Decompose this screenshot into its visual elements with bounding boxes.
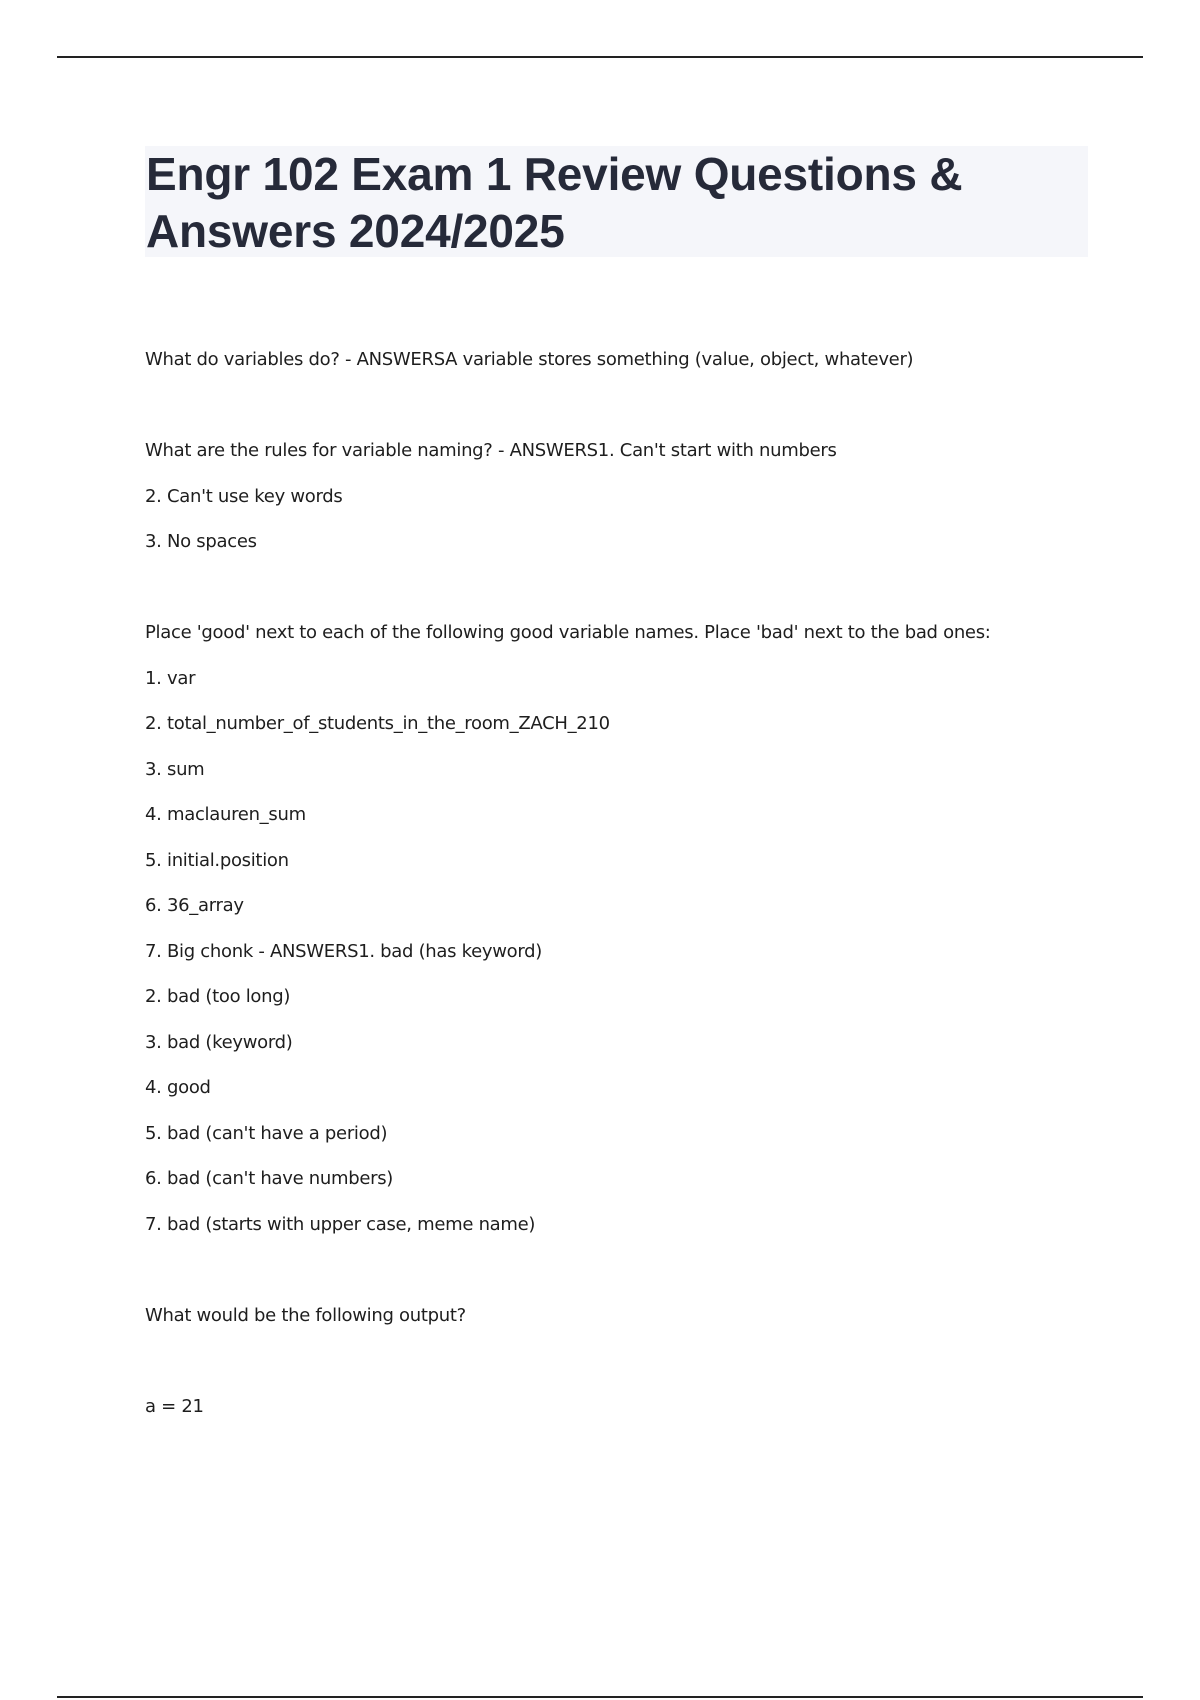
question-3-line: Place 'good' next to each of the following good variable names. Place 'bad' next to the bad ones: (145, 622, 991, 643)
question-4-line: What would be the following output? (145, 1305, 466, 1326)
answer-line: 3. bad (keyword) (145, 1032, 293, 1053)
question-2-line: What are the rules for variable naming? - ANSWERS1. Can't start with numbers (145, 440, 837, 461)
list-item: 7. Big chonk - ANSWERS1. bad (has keyword) (145, 941, 543, 962)
list-item: 1. var (145, 668, 196, 689)
list-item: 6. 36_array (145, 895, 244, 916)
title-block (145, 146, 1088, 257)
code-line: a = 21 (145, 1396, 204, 1417)
header-rule (57, 56, 1143, 58)
list-item: 5. initial.position (145, 850, 289, 871)
list-item: 2. total_number_of_students_in_the_room_ZACH_210 (145, 713, 610, 734)
list-item: 4. maclauren_sum (145, 804, 306, 825)
list-item: 3. sum (145, 759, 205, 780)
answer-line: 6. bad (can't have numbers) (145, 1168, 394, 1189)
answer-line: 7. bad (starts with upper case, meme name) (145, 1214, 536, 1235)
question-1-line: What do variables do? - ANSWERSA variable stores something (value, object, whatever) (145, 349, 914, 370)
answer-line: 4. good (145, 1077, 211, 1098)
answer-line: 3. No spaces (145, 531, 257, 552)
answer-line: 5. bad (can't have a period) (145, 1123, 388, 1144)
footer-rule (57, 1696, 1143, 1698)
answer-line: 2. Can't use key words (145, 486, 343, 507)
document-title: Engr 102 Exam 1 Review Questions & Answers 2024/2025 (146, 148, 963, 257)
answer-line: 2. bad (too long) (145, 986, 291, 1007)
